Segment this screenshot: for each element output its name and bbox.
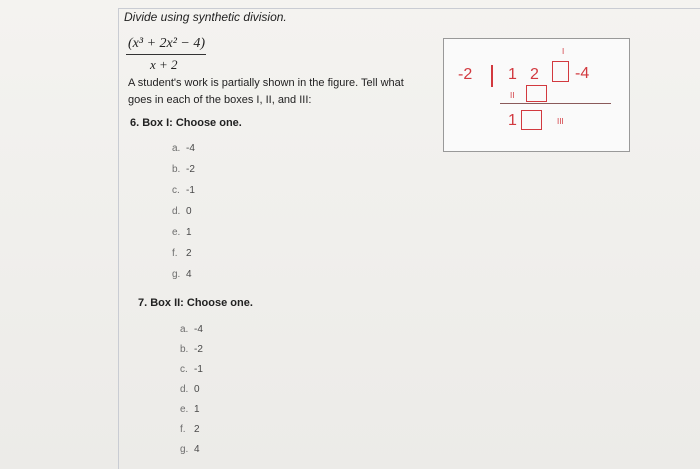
q7-option-g[interactable]	[180, 444, 200, 455]
option-value: -1	[194, 364, 203, 375]
denominator-expression: x + 2	[150, 57, 178, 72]
coefficient-1: 1	[508, 66, 517, 83]
synthetic-division-figure	[443, 38, 630, 152]
q6-option-a[interactable]	[172, 143, 195, 154]
q6-option-b[interactable]	[172, 164, 195, 175]
option-value: -2	[194, 344, 203, 355]
result-box	[521, 110, 542, 130]
box-2-label: II	[510, 91, 515, 100]
q6-option-c[interactable]	[172, 185, 195, 196]
option-value: -4	[186, 143, 195, 154]
option-value: 4	[194, 444, 200, 455]
option-value: -1	[186, 185, 195, 196]
q7-option-e[interactable]	[180, 404, 200, 415]
option-letter: f.	[172, 248, 178, 259]
fraction-bar	[126, 54, 206, 55]
divisor-value: -2	[458, 66, 473, 83]
option-letter: g.	[172, 269, 181, 280]
option-value: 1	[186, 227, 192, 238]
coefficient-2: 2	[530, 66, 539, 83]
option-letter: a.	[172, 143, 181, 154]
option-value: 2	[186, 248, 192, 259]
result-first-coefficient: 1	[508, 112, 517, 129]
option-value: 2	[194, 424, 200, 435]
option-letter: f.	[180, 424, 186, 435]
option-letter: c.	[180, 364, 188, 375]
option-letter: d.	[180, 384, 189, 395]
frame-left-border	[118, 8, 119, 469]
option-letter: b.	[172, 164, 181, 175]
option-letter: b.	[180, 344, 189, 355]
prompt-text: A student's work is partially shown in the figure. Tell what goes in each of the boxes I, II, and III:	[128, 77, 404, 106]
option-letter: e.	[172, 227, 181, 238]
option-value: 0	[186, 206, 192, 217]
q7-option-f[interactable]	[180, 424, 200, 435]
question-7-heading: 7. Box II: Choose one.	[138, 297, 253, 309]
option-value: 1	[194, 404, 200, 415]
q6-option-d[interactable]	[172, 206, 192, 217]
q7-option-c[interactable]	[180, 364, 203, 375]
box-3-label: III	[557, 117, 564, 126]
addition-line	[500, 103, 611, 104]
box-1	[552, 61, 569, 82]
numerator-expression: (x³ + 2x² − 4)	[128, 36, 206, 51]
q7-option-d[interactable]	[180, 384, 200, 395]
option-value: 0	[194, 384, 200, 395]
option-letter: d.	[172, 206, 181, 217]
option-value: 4	[186, 269, 192, 280]
option-letter: g.	[180, 444, 189, 455]
question-6-heading: 6. Box I: Choose one.	[130, 117, 242, 129]
option-letter: c.	[172, 185, 180, 196]
box-2	[526, 85, 547, 102]
q6-option-g[interactable]	[172, 269, 192, 280]
box-1-label: I	[562, 47, 565, 56]
option-letter: e.	[180, 404, 189, 415]
q6-option-e[interactable]	[172, 227, 192, 238]
q6-option-f[interactable]	[172, 248, 192, 259]
divisor-bar	[491, 65, 493, 87]
option-value: -4	[194, 324, 203, 335]
coefficient-4: -4	[575, 65, 590, 82]
q7-option-b[interactable]	[180, 344, 203, 355]
frame-top-border	[118, 8, 700, 9]
option-letter: a.	[180, 324, 189, 335]
question-title: Divide using synthetic division.	[124, 10, 287, 24]
q7-option-a[interactable]	[180, 324, 203, 335]
option-value: -2	[186, 164, 195, 175]
